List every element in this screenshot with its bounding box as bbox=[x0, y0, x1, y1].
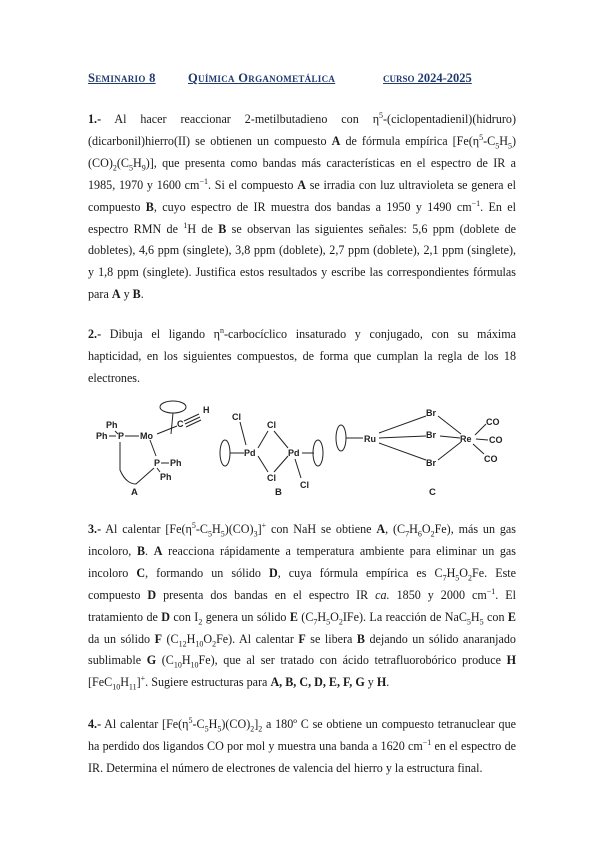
text: )(CO) bbox=[221, 717, 251, 731]
superscript: 5 bbox=[191, 520, 196, 530]
academic-year: curso 2024-2025 bbox=[383, 71, 472, 85]
superscript: −1 bbox=[422, 737, 432, 747]
text: . El tratamiento de bbox=[88, 587, 517, 624]
atom-label: Re bbox=[460, 434, 472, 444]
atom-label: CO bbox=[486, 417, 500, 427]
atom-label: Ph bbox=[160, 472, 172, 482]
subscript: 10 bbox=[195, 638, 204, 648]
subscript: 7 bbox=[313, 617, 318, 627]
text: -carbocíclico insaturado y conjugado, con su máxima hapticidad, en los siguientes compuestos, de forma que cumplan la regla de los 18 electrones. bbox=[88, 327, 516, 385]
atom-label: CO bbox=[484, 454, 498, 464]
question-number: 3.- bbox=[88, 522, 102, 536]
superscript: 5 bbox=[379, 110, 384, 120]
subscript: 5 bbox=[466, 617, 471, 627]
text: )(CO) bbox=[88, 133, 516, 170]
text: ] bbox=[257, 522, 262, 536]
compound-label-list: A, B, C, D, E, F, G bbox=[270, 675, 365, 690]
text: se irradia con luz ultravioleta se genera el compuesto bbox=[88, 177, 516, 214]
text: (C bbox=[297, 609, 314, 624]
text: . bbox=[140, 287, 144, 302]
text: Fe), más un gas incoloro, bbox=[88, 522, 516, 558]
compound-label: A bbox=[297, 177, 306, 192]
text: (C bbox=[156, 653, 174, 668]
bond bbox=[150, 440, 156, 456]
text: con NaH se obtiene bbox=[266, 522, 377, 536]
question-3 bbox=[88, 519, 516, 694]
atom-label: Ph bbox=[170, 458, 182, 468]
subscript: 11 bbox=[128, 682, 137, 692]
text: Al calentar [Fe(η bbox=[101, 522, 192, 536]
text: de fórmula empírica [Fe(η bbox=[340, 133, 480, 148]
compound-label: B bbox=[136, 543, 146, 558]
bond bbox=[274, 456, 288, 472]
subscript: 10 bbox=[190, 660, 199, 670]
triple-bond bbox=[186, 420, 201, 427]
bond bbox=[438, 416, 461, 434]
text: H bbox=[120, 675, 129, 690]
atom-label: Mo bbox=[140, 431, 153, 441]
text: (C bbox=[116, 155, 129, 170]
text: H bbox=[446, 565, 456, 580]
text: a 180º C se obtiene un compuesto tetranuclear que ha perdido dos ligandos CO por mol y muestra una banda a 1620 cm bbox=[88, 717, 516, 753]
text: genera un sólido bbox=[202, 609, 290, 624]
text: O bbox=[203, 631, 213, 646]
question-number: 4.- bbox=[88, 717, 102, 731]
text: H de bbox=[187, 221, 219, 236]
subscript: 3 bbox=[253, 529, 258, 539]
subscript: 7 bbox=[405, 529, 410, 539]
compound-label: B bbox=[356, 631, 365, 646]
bond bbox=[475, 424, 486, 435]
subscript: 2 bbox=[198, 617, 203, 627]
compound-label: D bbox=[269, 565, 278, 580]
subscript: 5 bbox=[479, 617, 484, 627]
text: IFe). La reacción de NaC bbox=[342, 609, 467, 624]
subscript: 2 bbox=[430, 529, 435, 539]
text: . En el espectro RMN de bbox=[88, 199, 517, 236]
text: . Si el compuesto bbox=[207, 177, 298, 192]
ethylene-bridge bbox=[120, 442, 154, 484]
bond bbox=[171, 413, 173, 434]
text: Fe), que al ser tratado con ácido tetrafluorobórico produce bbox=[198, 653, 507, 668]
bond bbox=[258, 431, 268, 448]
text: [FeC bbox=[88, 675, 113, 690]
structure-b bbox=[220, 412, 323, 498]
compound-label: B bbox=[275, 487, 282, 498]
text: O bbox=[459, 565, 469, 580]
structure-a bbox=[96, 401, 210, 498]
compound-label: B bbox=[132, 287, 141, 302]
text: Fe. Este compuesto bbox=[88, 565, 517, 602]
text: y bbox=[120, 287, 133, 302]
subscript: 5 bbox=[495, 141, 500, 151]
superscript: −1 bbox=[471, 198, 481, 208]
structures-figure bbox=[88, 398, 518, 503]
text: ] bbox=[136, 675, 141, 690]
text: H bbox=[499, 133, 508, 148]
bond bbox=[157, 426, 177, 434]
atom-label: Cl bbox=[267, 420, 276, 430]
compound-label: B bbox=[218, 221, 227, 236]
ring-ellipse bbox=[313, 440, 323, 466]
structures-svg bbox=[88, 398, 518, 503]
text: H bbox=[208, 717, 218, 731]
text: se libera bbox=[305, 631, 357, 646]
superscript: −1 bbox=[486, 586, 496, 596]
text: . bbox=[145, 543, 154, 558]
text: . bbox=[386, 675, 390, 690]
atom-label: Br bbox=[426, 408, 437, 418]
ring-ellipse bbox=[160, 401, 186, 413]
text: , formando un sólido bbox=[145, 565, 269, 580]
text: , (C bbox=[385, 522, 406, 536]
bond bbox=[240, 422, 246, 445]
bond bbox=[379, 443, 426, 460]
compound-label: D bbox=[161, 609, 171, 624]
text: O bbox=[421, 522, 431, 536]
text: presenta dos bandas en el espectro IR bbox=[156, 587, 376, 602]
bond bbox=[379, 416, 426, 433]
text: H bbox=[317, 609, 327, 624]
compound-label: C bbox=[136, 565, 146, 580]
atom-label: Ph bbox=[106, 420, 118, 430]
atom-label: Ph bbox=[96, 431, 108, 441]
question-number: 1.- bbox=[88, 112, 102, 126]
compound-label: C bbox=[429, 487, 436, 498]
subscript: 12 bbox=[178, 638, 187, 648]
atom-label: Pd bbox=[288, 448, 300, 458]
bond bbox=[473, 444, 484, 454]
subscript: 9 bbox=[141, 163, 146, 173]
text: reacciona rápidamente a temperatura ambiente para eliminar un gas incoloro bbox=[88, 543, 517, 580]
course-subject: Química Organometálica bbox=[188, 71, 336, 85]
compound-label: A bbox=[331, 133, 341, 148]
italic-text: ca. bbox=[375, 587, 390, 602]
text: Dibuja el ligando η bbox=[101, 327, 220, 341]
text: -C bbox=[195, 522, 208, 536]
subscript: 2 bbox=[468, 573, 473, 583]
text: H bbox=[186, 631, 196, 646]
subscript: 5 bbox=[220, 529, 225, 539]
question-4 bbox=[88, 714, 516, 780]
text: y bbox=[364, 675, 377, 690]
text: con bbox=[483, 609, 508, 624]
subscript: 2 bbox=[250, 724, 255, 734]
text: H bbox=[211, 522, 221, 536]
compound-label: G bbox=[146, 653, 157, 668]
compound-label: A bbox=[153, 543, 163, 558]
compound-label: E bbox=[507, 609, 516, 624]
compound-label: E bbox=[289, 609, 298, 624]
text: da un sólido bbox=[88, 631, 155, 646]
triple-bond bbox=[184, 414, 199, 421]
subscript: 2 bbox=[112, 163, 117, 173]
superscript: n bbox=[219, 325, 224, 335]
subscript: 6 bbox=[417, 529, 422, 539]
subscript: 5 bbox=[326, 617, 331, 627]
atom-label: Ru bbox=[364, 434, 376, 444]
atom-label: H bbox=[203, 405, 210, 415]
seminar-title: Seminario 8 bbox=[88, 71, 156, 85]
subscript: 2 bbox=[258, 724, 263, 734]
text: , cuyo espectro de IR muestra dos bandas a 1950 y 1490 cm bbox=[153, 199, 472, 214]
subscript: 5 bbox=[128, 163, 133, 173]
ring-ellipse bbox=[220, 440, 230, 466]
superscript: 5 bbox=[479, 132, 484, 142]
text: )], que presenta como bandas más características en el espectro de IR a 1985, 1970 y 1600 cm bbox=[88, 155, 516, 192]
subscript: 2 bbox=[338, 617, 343, 627]
bond bbox=[438, 442, 461, 460]
atom-label: P bbox=[154, 458, 161, 468]
atom-label: C bbox=[177, 419, 184, 429]
atom-label: Cl bbox=[267, 473, 276, 483]
atom-label: Pd bbox=[244, 448, 256, 458]
subscript: 5 bbox=[507, 141, 512, 151]
subscript: 5 bbox=[455, 573, 460, 583]
text: (C bbox=[161, 631, 179, 646]
text: Al calentar [Fe(η bbox=[101, 717, 189, 731]
text: Fe). Al calentar bbox=[216, 631, 299, 646]
text: H bbox=[132, 155, 142, 170]
subscript: 7 bbox=[442, 573, 447, 583]
subscript: 5 bbox=[204, 724, 209, 734]
superscript: −1 bbox=[199, 176, 208, 186]
structure-c bbox=[336, 408, 503, 498]
compound-label: A bbox=[376, 522, 386, 536]
text: )(CO) bbox=[224, 522, 254, 536]
text: con I bbox=[170, 609, 199, 624]
bond bbox=[258, 456, 268, 472]
atom-label: Cl bbox=[232, 412, 241, 422]
bond bbox=[379, 436, 426, 438]
compound-label: B bbox=[145, 199, 154, 214]
bond bbox=[476, 439, 488, 440]
superscript: 5 bbox=[188, 715, 193, 725]
atom-label: P bbox=[118, 431, 125, 441]
compound-label: H bbox=[506, 653, 516, 668]
ring-ellipse bbox=[336, 425, 346, 451]
question-1 bbox=[88, 109, 516, 306]
compound-label: D bbox=[147, 587, 157, 602]
atom-label: Br bbox=[426, 458, 437, 468]
atom-label: Cl bbox=[300, 480, 309, 490]
text: 1850 y 2000 cm bbox=[389, 587, 487, 602]
text: -C bbox=[192, 717, 205, 731]
text: H bbox=[470, 609, 480, 624]
bond bbox=[295, 459, 301, 478]
question-number: 2.- bbox=[88, 327, 102, 341]
text: -C bbox=[483, 133, 496, 148]
subscript: 5 bbox=[217, 724, 222, 734]
text: , cuya fórmula empírica es C bbox=[277, 565, 443, 580]
compound-label: A bbox=[111, 287, 121, 302]
subscript: 10 bbox=[112, 682, 121, 692]
text: H bbox=[409, 522, 418, 536]
subscript: 2 bbox=[212, 638, 217, 648]
atom-label: CO bbox=[489, 435, 503, 445]
atom-label: Br bbox=[426, 430, 437, 440]
text: Al hacer reaccionar 2-metilbutadieno con η bbox=[101, 112, 380, 126]
text: ] bbox=[254, 717, 259, 731]
bond bbox=[440, 436, 460, 438]
compound-label: F bbox=[154, 631, 162, 646]
text: O bbox=[330, 609, 339, 624]
text: . Sugiere estructuras para bbox=[145, 675, 271, 690]
text: -(ciclopentadienil)(hidruro)(dicarbonil)hierro(II) se obtienen un compuesto bbox=[88, 112, 516, 148]
compound-label: F bbox=[298, 631, 306, 646]
text: se observan las siguientes señales: 5,6 ppm (doblete de dobletes), 4,6 ppm (singlete), 3,8 ppm (doblete), 2,7 ppm (doblete), 2,1 ppm (singlete), y 1,8 ppm (singlete). Justifica estos resultados y escribe las correspondientes fórmulas para bbox=[88, 221, 516, 302]
compound-label: H bbox=[376, 675, 387, 690]
text: H bbox=[181, 653, 191, 668]
text: dejando un sólido anaranjado sublimable bbox=[88, 631, 516, 668]
superscript: + bbox=[261, 520, 267, 530]
text: en el espectro de IR. Determina el número de electrones de valencia del hierro y la estructura final. bbox=[88, 738, 516, 775]
bond bbox=[274, 431, 288, 448]
subscript: 10 bbox=[173, 660, 182, 670]
subscript: 5 bbox=[207, 529, 212, 539]
question-2 bbox=[88, 324, 516, 390]
compound-label: A bbox=[131, 487, 138, 498]
superscript: + bbox=[140, 674, 146, 684]
superscript: 1 bbox=[183, 220, 188, 230]
triple-bond bbox=[185, 417, 200, 424]
